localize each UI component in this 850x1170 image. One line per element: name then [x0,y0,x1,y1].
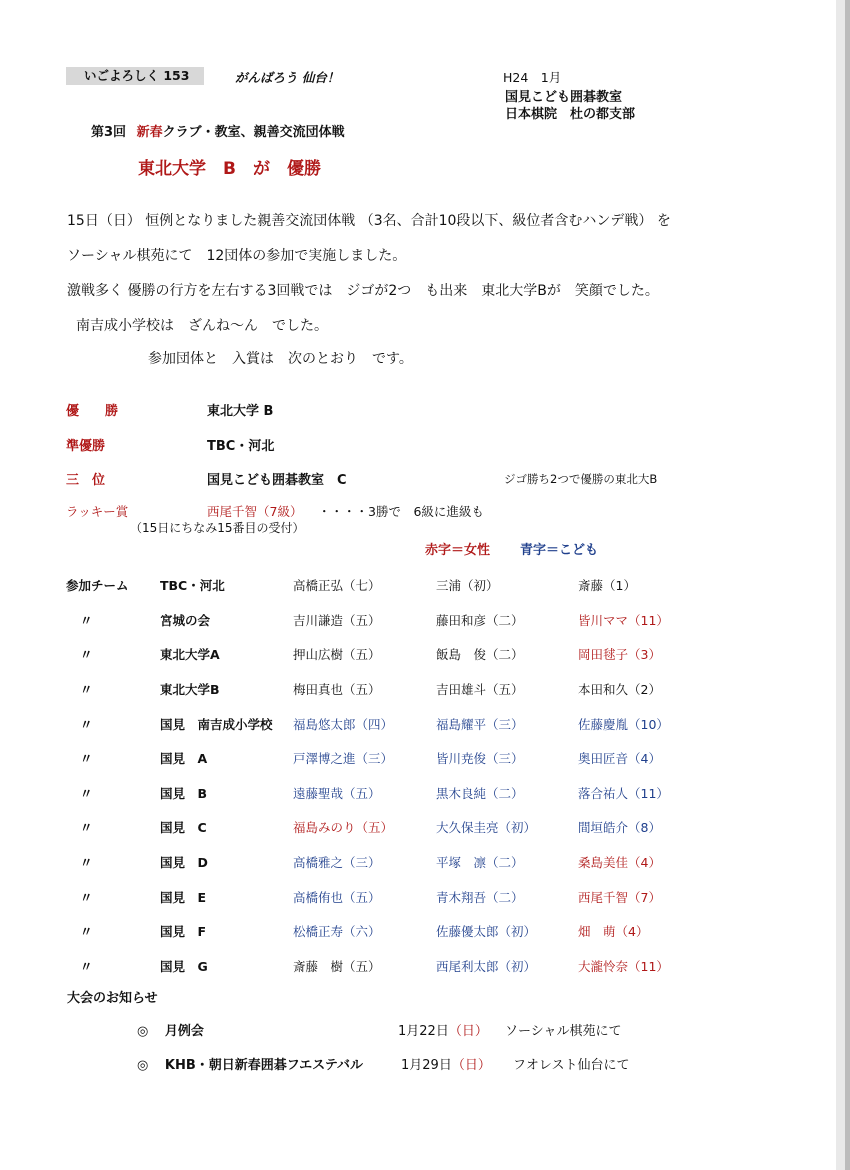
team-row [66,706,698,741]
player-2: 飯島 俊（二） [436,647,524,663]
legend-blue: 青字＝こども [520,543,599,558]
body-line-2: ソーシャル棋苑にて 12団体の参加で実施しました。 [67,248,407,264]
notice-name: KHB・朝日新春囲碁フエステバル [164,1058,364,1073]
slogan: がんばろう 仙台！ [235,70,340,85]
ditto-mark: 〃 [80,751,93,767]
team-name: 国見 F [160,924,207,940]
player-1: 戸澤博之進（三） [293,751,394,767]
team-row [66,949,698,984]
notice-day: （日） [451,1058,491,1073]
body-line-4: 南吉成小学校は ざんね～ん でした。 [76,318,328,334]
award-lucky-label: ラッキー賞 [66,504,129,519]
player-3: 皆川ママ（11） [578,612,669,628]
notice-2-date [401,1054,491,1073]
notice-2-place: フオレスト仙台にて [513,1058,630,1073]
scan-edge-dark [845,0,850,1170]
team-row [66,603,698,638]
notice-1 [137,1020,204,1039]
player-3: 本田和久（2） [578,682,661,698]
ditto-mark: 〃 [80,612,93,628]
event-edition: 第3回 [91,125,127,140]
team-name: 国見 E [160,889,207,905]
issue-date: H24 1月 [503,70,562,85]
series-label: いごよろしく 153 [84,68,190,83]
team-name: 東北大学B [160,682,220,698]
player-1: 高橋雅之（三） [293,855,381,871]
team-name: 国見 B [160,785,208,801]
team-row [66,845,698,880]
award-lucky-sub: （15日にちなみ15番目の受付） [130,521,305,535]
award-second-label: 準優勝 [66,439,106,454]
ditto-mark: 〃 [80,889,93,905]
player-1: 遠藤聖哉（五） [293,785,381,801]
notice-day: （日） [448,1024,488,1039]
team-name: 国見 G [160,958,208,974]
player-3: 畑 萌（4） [578,924,649,940]
notice-mark: ◎ [137,1024,149,1039]
team-name: 宮城の会 [160,612,211,628]
team-row [66,776,698,811]
notice-1-place: ソーシャル棋苑にて [505,1024,622,1039]
notice-name: 月例会 [164,1024,204,1039]
ditto-mark: 〃 [80,716,93,732]
ditto-mark: 〃 [80,647,93,663]
team-roster [66,568,698,983]
player-1: 梅田真也（五） [293,682,381,698]
player-1: 吉川謙造（五） [293,612,381,628]
award-third-note: ジゴ勝ち2つで優勝の東北大B [504,472,658,486]
player-3: 桑島美佳（4） [578,855,661,871]
org-name-2: 日本棋院 杜の都支部 [505,107,636,122]
team-row [66,810,698,845]
notice-date: 1月22日 [398,1024,449,1039]
player-1: 松橋正寿（六） [293,924,381,940]
player-3: 佐藤慶胤（10） [578,716,669,732]
award-lucky-value: 西尾千智（7級） [207,504,303,519]
event-title-rest: クラブ・教室、親善交流団体戦 [162,125,345,140]
player-3: 間垣皓介（8） [578,820,661,836]
notice-2 [137,1054,363,1073]
event-title [91,121,345,140]
notices-heading: 大会のお知らせ [67,991,158,1006]
team-row [66,914,698,949]
player-2: 大久保圭亮（初） [436,820,537,836]
player-2: 藤田和彦（二） [436,612,524,628]
player-3: 斎藤（1） [578,578,636,594]
series-banner [66,67,204,85]
ditto-mark: 〃 [80,855,93,871]
team-row [66,568,698,603]
player-2: 青木翔吾（二） [436,889,524,905]
roster-label: 参加チーム [66,578,129,594]
event-title-highlight: 新春 [136,125,163,140]
ditto-mark: 〃 [80,820,93,836]
player-1: 押山広樹（五） [293,647,381,663]
award-lucky-note: ・・・・3勝で 6級に進級も [318,504,484,519]
team-name: TBC・河北 [160,578,225,594]
team-row [66,672,698,707]
award-third-value: 国見こども囲碁教室 C [207,473,347,488]
player-1: 高橋正弘（七） [293,578,381,594]
player-2: 福島耀平（三） [436,716,524,732]
team-row [66,637,698,672]
team-row [66,879,698,914]
player-3: 大瀧怜奈（11） [578,958,669,974]
player-3: 岡田毬子（3） [578,647,661,663]
notice-mark: ◎ [137,1058,149,1073]
player-3: 落合祐人（11） [578,785,669,801]
legend-red: 赤字＝女性 [425,543,491,558]
player-2: 佐藤優太郎（初） [436,924,537,940]
player-2: 三浦（初） [436,578,499,594]
player-2: 吉田雄斗（五） [436,682,524,698]
player-1: 斎藤 樹（五） [293,958,381,974]
team-name: 国見 南吉成小学校 [160,716,273,732]
body-line-3: 激戦多く 優勝の行方を左右する3回戦では ジゴが2つ も出来 東北大学Bが 笑顔でした。 [67,283,659,299]
ditto-mark: 〃 [80,958,93,974]
team-name: 国見 D [160,855,208,871]
notice-date: 1月29日 [401,1058,452,1073]
award-first-label: 優 勝 [66,404,119,419]
award-third-label: 三 位 [66,473,106,488]
headline: 東北大学 B が 優勝 [138,159,321,179]
team-name: 国見 C [160,820,207,836]
ditto-mark: 〃 [80,785,93,801]
team-name: 東北大学A [160,647,220,663]
player-3: 西尾千智（7） [578,889,661,905]
team-row [66,741,698,776]
player-1: 高橋侑也（五） [293,889,381,905]
player-3: 奥田匠音（4） [578,751,661,767]
org-name-1: 国見こども囲碁教室 [505,90,623,105]
ditto-mark: 〃 [80,682,93,698]
player-2: 西尾利太郎（初） [436,958,537,974]
team-name: 国見 A [160,751,208,767]
player-1: 福島みのり（五） [293,820,394,836]
body-line-5: 参加団体と 入賞は 次のとおり です。 [148,351,413,367]
player-1: 福島悠太郎（四） [293,716,394,732]
body-line-1: 15日（日） 恒例となりました親善交流団体戦 （3名、合計10段以下、級位者含むハンデ戦） を [67,213,671,229]
award-first-value: 東北大学 B [207,404,274,419]
player-2: 皆川尭俊（三） [436,751,524,767]
player-2: 黒木良純（二） [436,785,524,801]
player-2: 平塚 凛（二） [436,855,524,871]
ditto-mark: 〃 [80,924,93,940]
notice-1-date [398,1020,488,1039]
award-second-value: TBC・河北 [207,439,275,454]
